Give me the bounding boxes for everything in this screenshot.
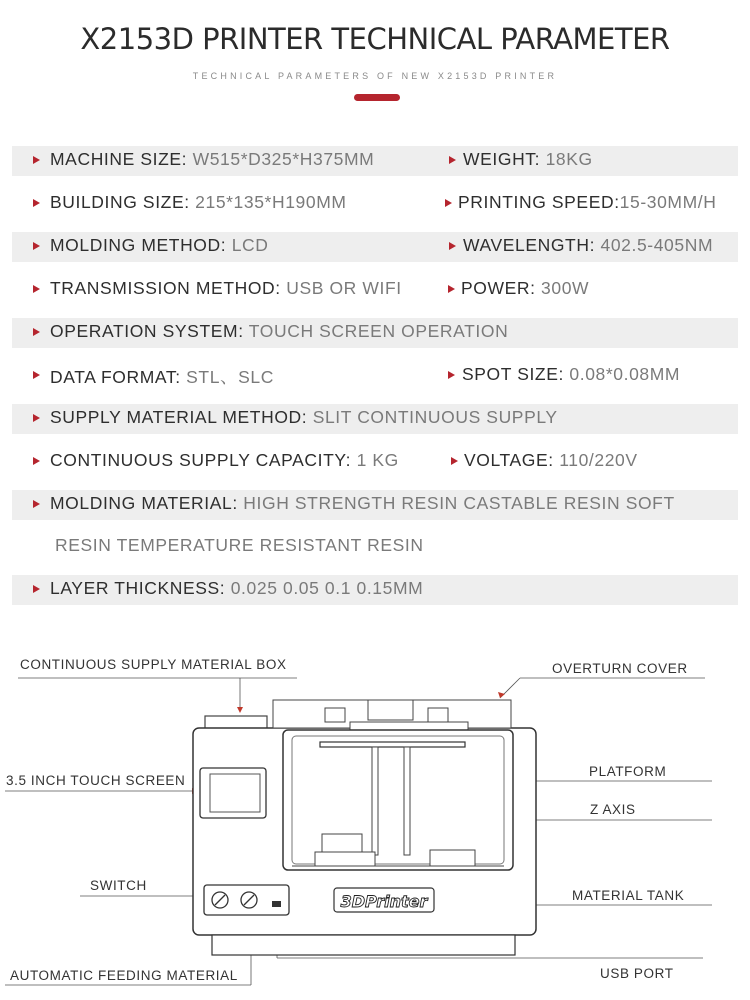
spec-molding-material-continuation: RESIN TEMPERATURE RESISTANT RESIN [55,535,424,555]
spec-row-molding-material [12,490,738,520]
spec-operation-system: OPERATION SYSTEM: TOUCH SCREEN OPERATION [50,321,509,341]
spec-power: POWER: 300W [461,278,590,298]
material-tank [430,850,475,866]
printer-base [212,935,515,955]
printer-window [283,730,513,870]
z-axis [372,747,378,855]
usb-port [272,901,281,907]
arrow-bullet-icon [449,242,456,250]
arrow-bullet-icon [33,199,40,207]
arrow-bullet-icon [451,457,458,465]
printer-diagram [0,620,750,1000]
spec-printing-speed: PRINTING SPEED:15-30MM/H [458,192,717,212]
spec-transmission-method: TRANSMISSION METHOD: USB OR WIFI [50,278,402,298]
spec-spot-size: SPOT SIZE: 0.08*0.08MM [462,364,681,384]
spec-row-transmission [12,275,738,305]
callout-switch: SWITCH [90,878,147,893]
spec-voltage: VOLTAGE: 110/220V [464,450,638,470]
arrow-bullet-icon [33,585,40,593]
arrow-bullet-icon [448,285,455,293]
arrow-bullet-icon [33,500,40,508]
spec-row-supply-capacity [12,447,738,477]
spec-row-machine-size [12,146,738,176]
spec-molding-material: MOLDING MATERIAL: HIGH STRENGTH RESIN CASTABLE RESIN SOFT [50,493,675,513]
spec-supply-material-method: SUPPLY MATERIAL METHOD: SLIT CONTINUOUS SUPPLY [50,407,558,427]
spec-building-size: BUILDING SIZE: 215*135*H190MM [50,192,347,212]
printer-logo-text: 3DPrinter [340,892,428,911]
callout-platform: PLATFORM [589,764,667,779]
callout-touch-screen: 3.5 INCH TOUCH SCREEN [6,773,186,788]
page-title: X2153D PRINTER TECHNICAL PARAMETER [80,22,670,56]
callout-overturn-cover: OVERTURN COVER [552,661,688,676]
arrow-bullet-icon [33,457,40,465]
callout-supply-box: CONTINUOUS SUPPLY MATERIAL BOX [20,657,287,672]
callout-auto-feeding: AUTOMATIC FEEDING MATERIAL [10,968,238,983]
spec-row-data-format [12,361,738,391]
callout-z-axis: Z AXIS [590,802,636,817]
arrow-bullet-icon [445,199,452,207]
spec-wavelength: WAVELENGTH: 402.5-405NM [463,235,714,255]
spec-continuous-supply-capacity: CONTINUOUS SUPPLY CAPACITY: 1 KG [50,450,399,470]
callout-material-tank: MATERIAL TANK [572,888,685,903]
arrow-bullet-icon [33,242,40,250]
spec-row-layer-thickness [12,575,738,605]
platform [320,742,465,747]
arrow-bullet-icon [33,414,40,422]
arrow-bullet-icon [449,156,456,164]
page-subtitle: TECHNICAL PARAMETERS OF NEW X2153D PRINTER [192,71,558,81]
spec-layer-thickness: LAYER THICKNESS: 0.025 0.05 0.1 0.15MM [50,578,424,598]
arrow-bullet-icon [448,371,455,379]
callout-usb-port: USB PORT [600,966,674,981]
spec-row-supply-method [12,404,738,434]
spec-weight: WEIGHT: 18KG [463,149,593,169]
arrow-bullet-icon [33,285,40,293]
spec-row-molding-method [12,232,738,262]
spec-molding-method: MOLDING METHOD: LCD [50,235,269,255]
spec-machine-size: MACHINE SIZE: W515*D325*H375MM [50,149,375,169]
spec-row-building-size [12,189,738,219]
title-accent-bar [354,94,400,101]
spec-row-operation-system [12,318,738,348]
arrow-bullet-icon [33,328,40,336]
spec-data-format: DATA FORMAT: STL、SLC [50,367,274,387]
arrow-bullet-icon [33,156,40,164]
arrow-bullet-icon [33,371,40,379]
